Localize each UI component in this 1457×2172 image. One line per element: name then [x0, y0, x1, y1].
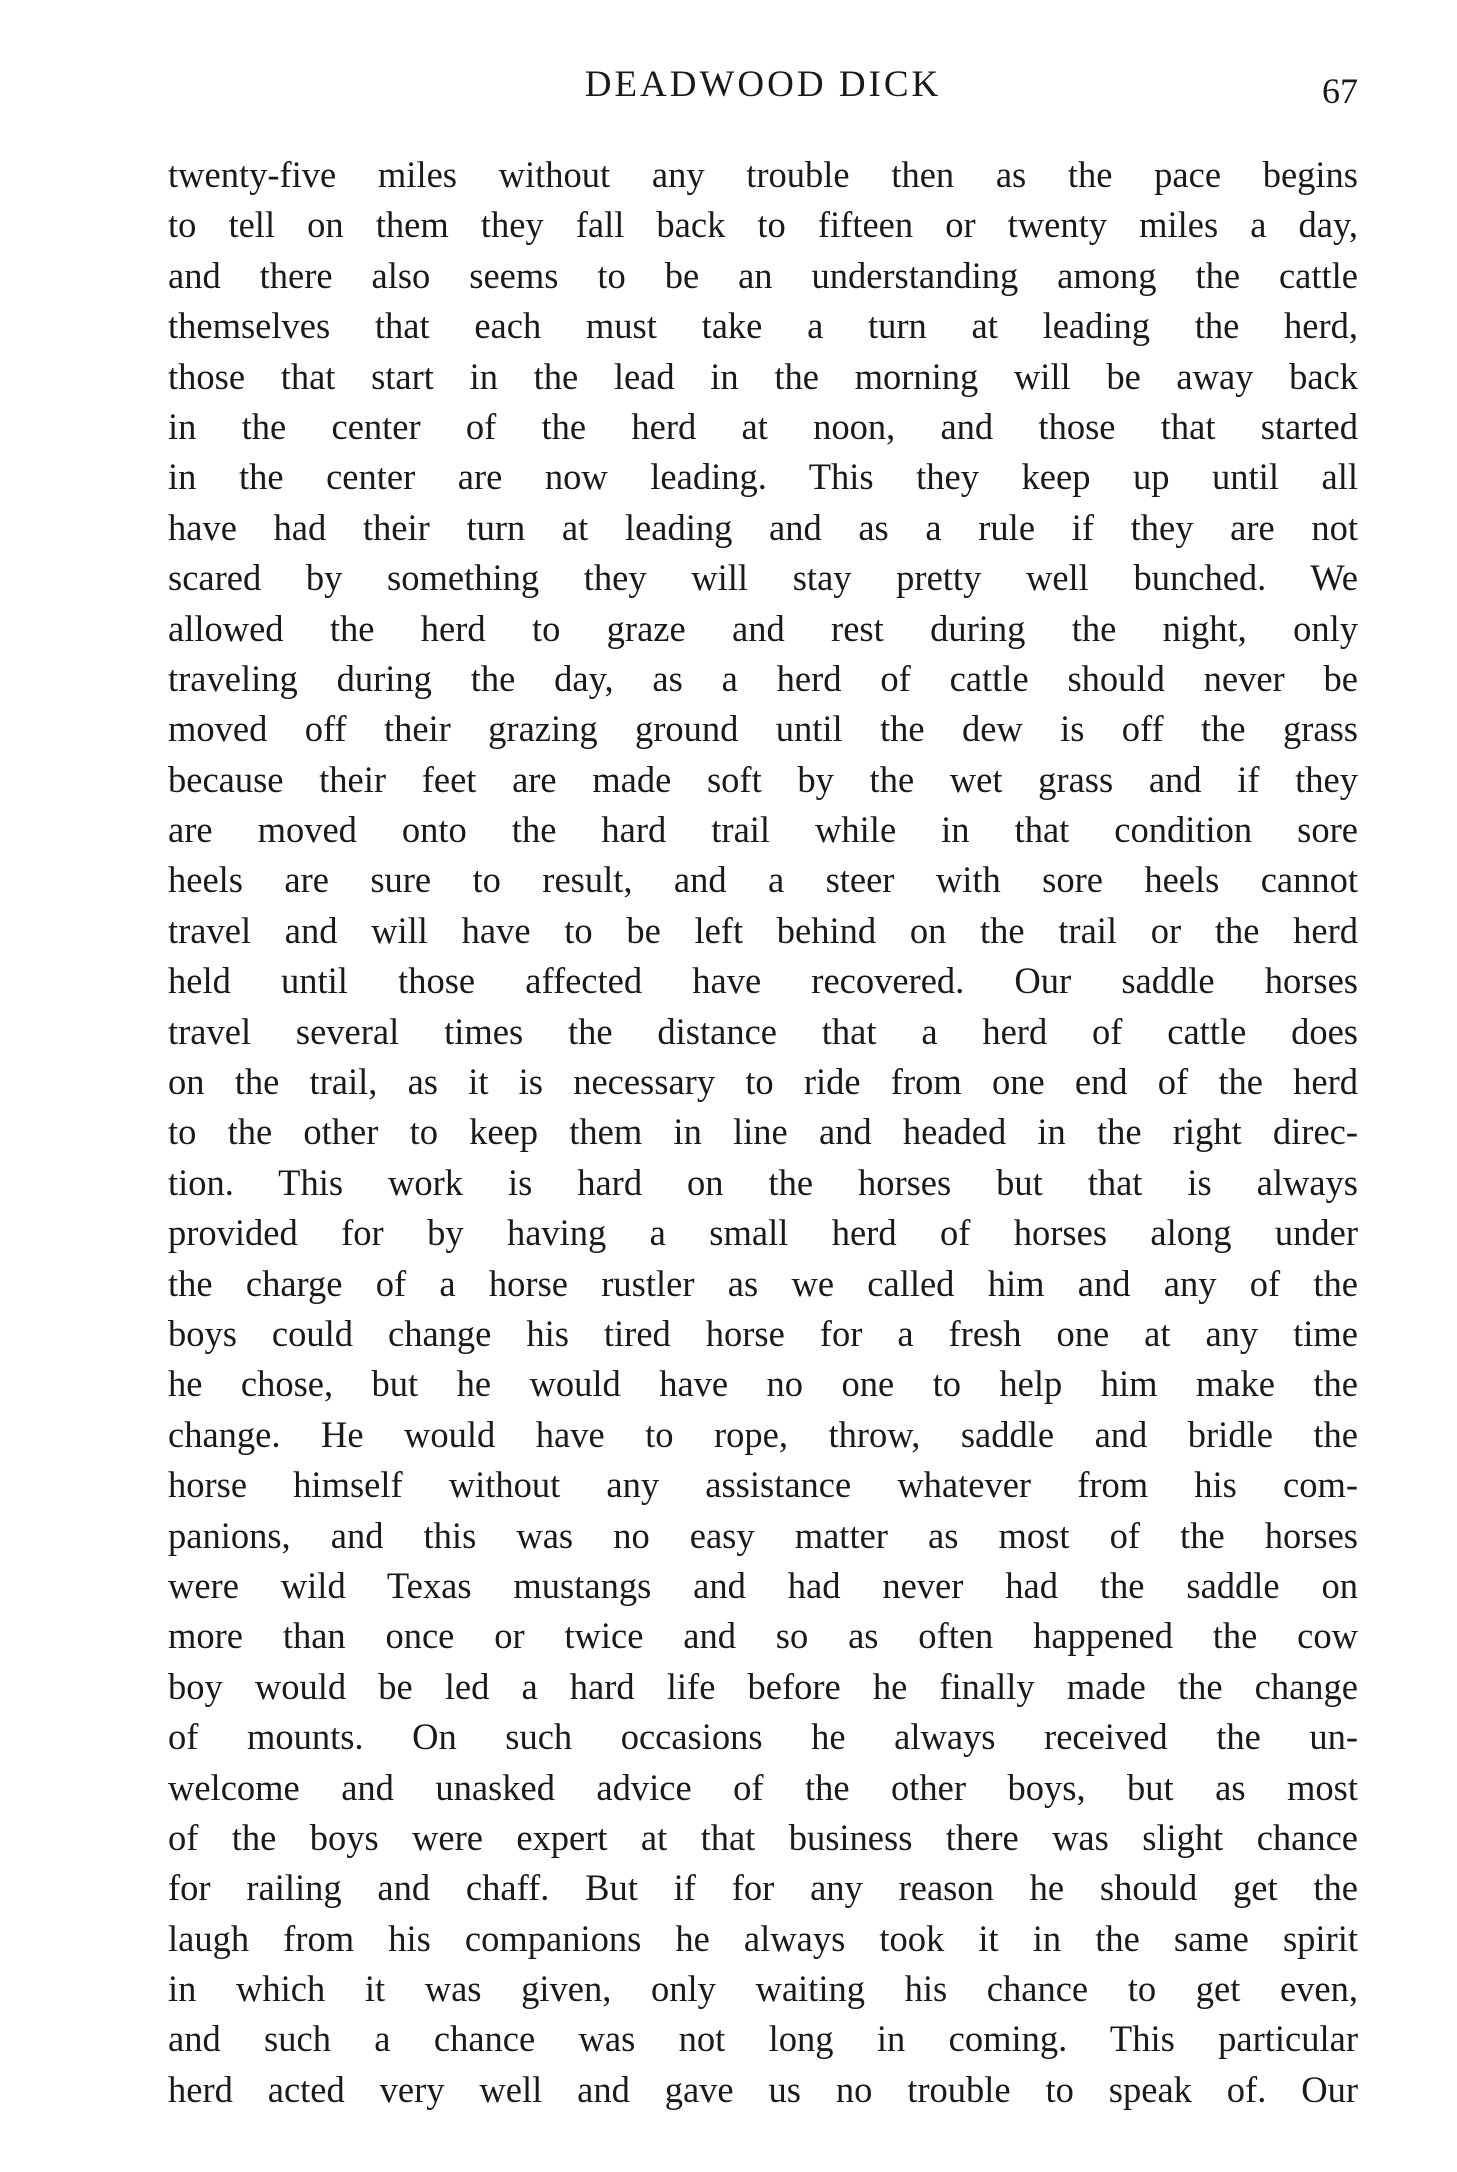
text-line: tion. This work is hard on the horses but that is always — [168, 1161, 1358, 1203]
text-line: themselves that each must take a turn at leading the herd, — [168, 305, 1358, 347]
text-line: panions, and this was no easy matter as most of the horses — [168, 1514, 1358, 1556]
text-line: because their feet are made soft by the wet grass and if they — [168, 758, 1358, 800]
text-line: welcome and unasked advice of the other boys, but as most — [168, 1766, 1358, 1808]
text-line: travel several times the distance that a herd of cattle does — [168, 1010, 1358, 1052]
text-line: travel and will have to be left behind on the trail or the herd — [168, 909, 1358, 951]
text-line: were wild Texas mustangs and had never had the saddle on — [168, 1564, 1358, 1606]
text-line: in which it was given, only waiting his chance to get even, — [168, 1968, 1358, 2010]
text-line: in the center are now leading. This they keep up until all — [168, 456, 1358, 498]
text-line: of mounts. On such occasions he always received the un- — [168, 1716, 1358, 1758]
text-line: he chose, but he would have no one to help him make the — [168, 1363, 1358, 1405]
text-line: and such a chance was not long in coming. This particular — [168, 2018, 1358, 2060]
text-line: held until those affected have recovered. Our saddle horses — [168, 960, 1358, 1002]
text-line: of the boys were expert at that business there was slight chance — [168, 1816, 1358, 1858]
text-line: have had their turn at leading and as a rule if they are not — [168, 506, 1358, 548]
running-head — [168, 60, 1358, 110]
text-line: change. He would have to rope, throw, saddle and bridle the — [168, 1413, 1358, 1455]
running-head-title: DEADWOOD DICK — [584, 64, 942, 105]
text-line: those that start in the lead in the morning will be away back — [168, 355, 1358, 397]
page-number: 67 — [1322, 71, 1358, 111]
text-line: allowed the herd to graze and rest during the night, only — [168, 607, 1358, 649]
text-line: for railing and chaff. But if for any reason he should get the — [168, 1867, 1358, 1909]
text-line: the charge of a horse rustler as we called him and any of the — [168, 1262, 1358, 1304]
text-line: on the trail, as it is necessary to ride from one end of the herd — [168, 1061, 1358, 1103]
text-line: traveling during the day, as a herd of cattle should never be — [168, 657, 1358, 699]
text-line: more than once or twice and so as often happened the cow — [168, 1615, 1358, 1657]
text-line: scared by something they will stay pretty well bunched. We — [168, 557, 1358, 599]
text-line: horse himself without any assistance whatever from his com- — [168, 1464, 1358, 1506]
text-line: laugh from his companions he always took it in the same spirit — [168, 1917, 1358, 1959]
text-line: and there also seems to be an understanding among the cattle — [168, 254, 1358, 296]
text-line: twenty-five miles without any trouble then as the pace begins — [168, 154, 1358, 195]
body-text — [168, 150, 1358, 2115]
text-line: heels are sure to result, and a steer with sore heels cannot — [168, 859, 1358, 901]
text-line: to the other to keep them in line and headed in the right direc- — [168, 1111, 1358, 1153]
text-line: are moved onto the hard trail while in that condition sore — [168, 809, 1358, 851]
text-line: boy would be led a hard life before he finally made the change — [168, 1665, 1358, 1707]
text-line: in the center of the herd at noon, and those that started — [168, 405, 1358, 447]
text-line: provided for by having a small herd of horses along under — [168, 1212, 1358, 1254]
text-line: moved off their grazing ground until the dew is off the grass — [168, 708, 1358, 750]
text-line: herd acted very well and gave us no trouble to speak of. Our — [168, 2068, 1358, 2110]
text-line: boys could change his tired horse for a fresh one at any time — [168, 1312, 1358, 1354]
text-line: to tell on them they fall back to fifteen or twenty miles a day, — [168, 204, 1358, 246]
